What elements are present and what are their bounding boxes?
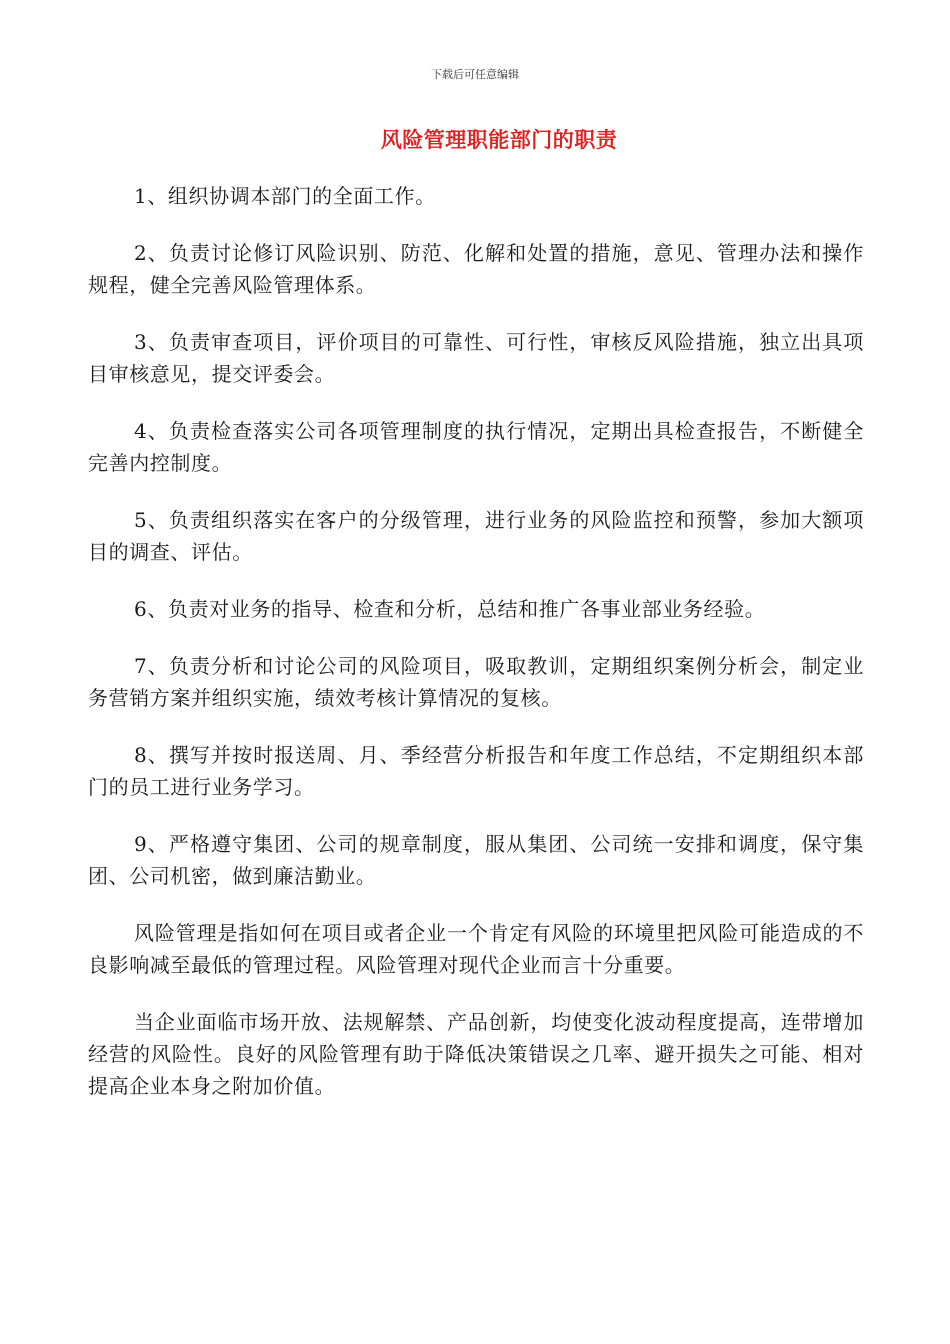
duty-item-4: 4、负责检查落实公司各项管理制度的执行情况，定期出具检查报告，不断健全完善内控制度。 <box>88 419 864 475</box>
duty-item-3: 3、负责审查项目，评价项目的可靠性、可行性，审核反风险措施，独立出具项目审核意见，提交评委会。 <box>88 330 864 386</box>
document-body <box>88 180 864 1127</box>
duty-item-6: 6、负责对业务的指导、检查和分析，总结和推广各事业部业务经验。 <box>134 597 766 621</box>
duty-item-8: 8、撰写并按时报送周、月、季经营分析报告和年度工作总结，不定期组织本部门的员工进行业务学习。 <box>88 743 864 799</box>
summary-paragraph-2: 当企业面临市场开放、法规解禁、产品创新，均使变化波动程度提高，连带增加经营的风险性。良好的风险管理有助于降低决策错误之几率、避开损失之可能、相对提高企业本身之附加价值。 <box>88 1010 864 1098</box>
duty-item-1: 1、组织协调本部门的全面工作。 <box>134 184 436 208</box>
header-note: 下载后可任意编辑 <box>431 68 519 81</box>
duty-item-7: 7、负责分析和讨论公司的风险项目，吸取教训，定期组织案例分析会，制定业务营销方案并组织实施，绩效考核计算情况的复核。 <box>88 654 864 710</box>
duty-item-5: 5、负责组织落实在客户的分级管理，进行业务的风险监控和预警，参加大额项目的调查、评估。 <box>88 508 864 564</box>
summary-paragraph-1: 风险管理是指如何在项目或者企业一个肯定有风险的环境里把风险可能造成的不良影响减至最低的管理过程。风险管理对现代企业而言十分重要。 <box>88 921 864 977</box>
duty-item-2: 2、负责讨论修订风险识别、防范、化解和处置的措施，意见、管理办法和操作规程，健全完善风险管理体系。 <box>88 241 864 297</box>
document-title: 风险管理职能部门的职责 <box>380 127 618 152</box>
duty-item-9: 9、严格遵守集团、公司的规章制度，服从集团、公司统一安排和调度，保守集团、公司机密，做到廉洁勤业。 <box>88 832 864 888</box>
